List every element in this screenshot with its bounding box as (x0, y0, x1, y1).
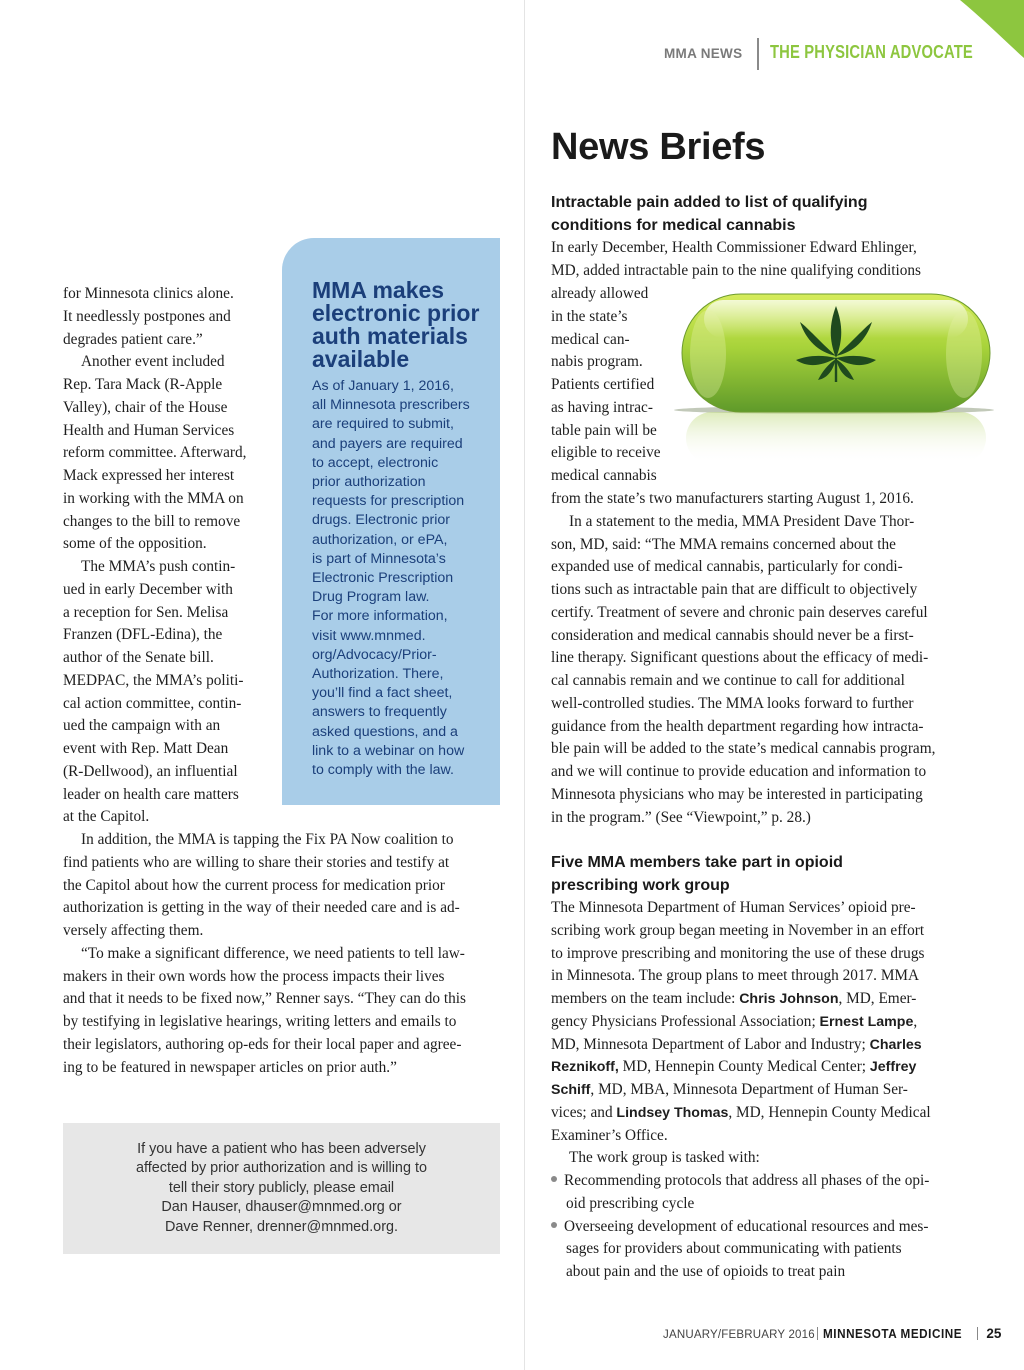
member-name: Ernest Lampe (819, 1013, 914, 1030)
article-heading (551, 191, 867, 237)
text-line: a reception for Sen. Melisa (63, 603, 229, 621)
sidebar-line: to comply with the law. (312, 762, 454, 779)
text-line: table pain will be (551, 421, 657, 439)
article-heading (551, 851, 843, 897)
text-line: son, MD, said: “The MMA remains concerned about the (551, 535, 896, 553)
publication-title: THE PHYSICIAN ADVOCATE (770, 42, 973, 62)
text-line: It needlessly postpones and (63, 307, 231, 325)
callout-text (63, 1140, 500, 1237)
heading-line: Five MMA members take part in opioid (551, 854, 843, 871)
sidebar-line: drugs. Electronic prior (312, 512, 450, 529)
sidebar-line: requests for prescription (312, 493, 465, 510)
text-line: Mack expressed her interest (63, 467, 235, 484)
sidebar-line: answers to frequently (312, 704, 447, 721)
text-line: in the state’s (551, 307, 628, 325)
sidebar-title-line: auth materials (312, 323, 468, 349)
text-fragment: , (913, 1012, 918, 1030)
bullet-continuation: oid prescribing cycle (566, 1194, 695, 1212)
text-line: author of the Senate bill. (63, 649, 214, 666)
text-line: in Minnesota. The group plans to meet through 2017. MMA (551, 967, 920, 985)
text-line: in the program.” (See “Viewpoint,” p. 28.) (551, 808, 811, 826)
heading-line: conditions for medical cannabis (551, 217, 796, 234)
text-fragment: vices; and (551, 1103, 617, 1121)
bullet-text: Overseeing development of educational resources and mes- (564, 1217, 929, 1235)
text-line: (R-Dellwood), an influential (63, 762, 238, 780)
sidebar-title-line: electronic prior (312, 300, 480, 326)
text-fragment: , MD, Hennepin County Medical (728, 1103, 931, 1121)
text-line: “To make a significant difference, we need patients to tell law- (81, 944, 465, 962)
text-line: the Capitol about how the current process for medication prior (63, 876, 445, 894)
sidebar-title (312, 279, 479, 371)
cannabis-pill-illustration (664, 290, 994, 470)
text-line: reform committee. Afterward, (63, 444, 247, 462)
text-line: and we will continue to provide education and information to (551, 763, 927, 780)
article1-lead (551, 237, 963, 283)
text-line: their legislators, authoring op-eds for their local paper and agree- (63, 1035, 462, 1053)
text-line: MD, added intractable pain to the nine qualifying conditions (551, 261, 922, 279)
sidebar-title-line: MMA makes (312, 277, 445, 303)
sidebar-link-line[interactable]: visit www.mnmed. (312, 627, 426, 644)
sidebar-line: For more information, (312, 608, 448, 625)
text-line: leader on health care matters (63, 785, 239, 803)
text-line: certify. Treatment of severe and chronic pain deserves careful (551, 603, 928, 621)
sidebar-link-line[interactable]: org/Advocacy/Prior- (312, 646, 437, 663)
text-line: consideration and medical cannabis should never be a first- (551, 626, 914, 644)
text-line: already allowed (551, 285, 649, 302)
bullet-icon (551, 1176, 557, 1182)
sidebar-line: is part of Minnesota’s (312, 550, 446, 567)
text-fragment: MD, Minnesota Department of Labor and Industry; (551, 1035, 870, 1053)
left-column-wide (63, 829, 500, 1079)
text-fragment: , MD, Emer- (838, 990, 917, 1007)
text-line: In early December, Health Commissioner Edward Ehlinger, (551, 239, 917, 256)
text-line: nabis program. (551, 353, 643, 371)
text-line: Patients certified (551, 376, 655, 393)
left-column-narrow (63, 283, 273, 829)
text-fragment: gency Physicians Professional Association; (551, 1012, 820, 1030)
text-line: cal action committee, contin- (63, 694, 242, 712)
page-title: News Briefs (551, 126, 766, 168)
text-fragment: , MD, MBA, Minnesota Department of Human Ser- (590, 1081, 908, 1098)
text-line: event with Rep. Matt Dean (63, 740, 229, 757)
footer-divider (817, 1327, 818, 1340)
pill-end-left (690, 310, 726, 398)
text-line: tions such as intractable pain that are difficult to objectively (551, 581, 918, 598)
text-line: guidance from the health department regarding how intracta- (551, 717, 924, 735)
text-line: makers in their own words how the process impacts their lives (63, 967, 445, 985)
sidebar-line: As of January 1, 2016, (312, 378, 454, 394)
page-divider (524, 0, 525, 1370)
issue-date: JANUARY/FEBRUARY 2016 (663, 1329, 815, 1341)
text-line: In addition, the MMA is tapping the Fix PA Now coalition to (81, 831, 454, 848)
sidebar-line: Authorization. There, (312, 666, 444, 683)
text-line: Health and Human Services (63, 421, 235, 439)
text-line (551, 1079, 963, 1102)
member-name: Lindsey Thomas (616, 1104, 729, 1121)
text-line: from the state’s two manufacturers starting August 1, 2016. (551, 490, 914, 507)
text-line: medical cannabis (551, 467, 657, 484)
text-line: The Minnesota Department of Human Services’ opioid pre- (551, 899, 916, 916)
sidebar-line: link to a webinar on how (312, 742, 465, 759)
text-line: well-controlled studies. The MMA looks forward to further (551, 694, 914, 712)
text-line: changes to the bill to remove (63, 512, 241, 530)
sidebar-line: to accept, electronic (312, 454, 439, 471)
pill-end-right (946, 310, 982, 398)
page-number: 25 (986, 1326, 1002, 1341)
magazine-name: MINNESOTA MEDICINE (822, 1326, 962, 1341)
text-line: as having intrac- (551, 398, 653, 416)
text-line: In a statement to the media, MMA President Dave Thor- (569, 512, 915, 530)
text-line: ble pain will be added to the state’s medical cannabis program, (551, 740, 936, 758)
callout-email-line[interactable]: Dave Renner, drenner@mnmed.org. (165, 1218, 398, 1235)
sidebar-line: authorization, or ePA, (312, 531, 448, 548)
text-line: ing to be featured in newspaper articles on prior auth.” (63, 1058, 397, 1076)
text-line: and that it needs to be fixed now,” Renner says. “They can do this (63, 990, 466, 1008)
text-line: Another event included (81, 353, 225, 371)
member-name: Jeffrey (869, 1059, 917, 1076)
text-line: to improve prescribing and monitoring the use of these drugs (551, 944, 925, 962)
text-line (551, 1034, 963, 1057)
text-line: cal cannabis remain and we continue to call for additional (551, 672, 905, 689)
pill-reflection (686, 412, 986, 464)
text-line (551, 1056, 963, 1079)
article1-wrap-text (551, 283, 671, 488)
text-line: degrades patient care.” (63, 330, 203, 348)
text-line: expanded use of medical cannabis, particularly for condi- (551, 558, 903, 576)
callout-line: affected by prior authorization and is willing to (136, 1160, 427, 1177)
member-name: Chris Johnson (739, 991, 839, 1007)
text-line: authorization is getting in the way of their needed care and is ad- (63, 899, 460, 917)
bullet-continuation: about pain and the use of opioids to treat pain (566, 1263, 846, 1280)
text-line: by testifying in legislative hearings, writing letters and emails to (63, 1013, 457, 1030)
text-line (551, 1102, 963, 1125)
text-line: at the Capitol. (63, 808, 150, 826)
bullet-item (551, 1216, 963, 1239)
bullet-continuation: sages for providers about communicating with patients (566, 1240, 902, 1258)
callout-email-line[interactable]: Dan Hauser, dhauser@mnmed.org or (161, 1199, 402, 1216)
bullet-item (551, 1170, 963, 1193)
sidebar-line: Electronic Prescription (312, 570, 454, 587)
bullet-text: Recommending protocols that address all phases of the opi- (564, 1172, 930, 1189)
sidebar-line: all Minnesota prescribers (312, 397, 470, 414)
text-line: Rep. Tara Mack (R-Apple (63, 376, 223, 393)
article2-body (551, 897, 963, 1284)
text-line: line therapy. Significant questions about the efficacy of medi- (551, 649, 929, 667)
sidebar-line: prior authorization (312, 474, 426, 491)
sidebar-line: Drug Program law. (312, 589, 430, 606)
callout-line: tell their story publicly, please email (168, 1179, 395, 1196)
heading-line: prescribing work group (551, 877, 730, 894)
sidebar-title-line: available (312, 346, 410, 372)
text-line: Valley), chair of the House (63, 398, 228, 416)
text-line (551, 1011, 963, 1034)
text-line (551, 988, 963, 1011)
member-name: Charles (869, 1036, 922, 1053)
callout-line: If you have a patient who has been adversely (137, 1141, 426, 1157)
page-footer (663, 1325, 1001, 1341)
sidebar-line: you’ll find a fact sheet, (312, 685, 453, 702)
heading-line: Intractable pain added to list of qualifying (551, 194, 868, 211)
text-line: find patients who are willing to share their stories and testify at (63, 853, 450, 871)
text-line: Franzen (DFL-Edina), the (63, 626, 223, 644)
sidebar-body (312, 377, 470, 780)
text-fragment: MD, Hennepin County Medical Center; (618, 1058, 870, 1076)
member-name: Reznikoff, (551, 1059, 619, 1076)
text-line: some of the opposition. (63, 535, 207, 553)
sidebar-line: asked questions, and a (312, 723, 458, 740)
text-line: Examiner’s Office. (551, 1126, 668, 1144)
text-line: Minnesota physicians who may be interested in participating (551, 785, 923, 803)
header-divider (757, 38, 759, 70)
text-line: The MMA’s push contin- (81, 558, 236, 575)
text-line: MEDPAC, the MMA’s politi- (63, 671, 244, 689)
section-label: MMA NEWS (664, 46, 743, 61)
text-line: in working with the MMA on (63, 489, 244, 507)
text-line: versely affecting them. (63, 922, 204, 939)
sidebar-line: and payers are required (312, 435, 463, 452)
text-line: ued the campaign with an (63, 717, 221, 735)
text-line: for Minnesota clinics alone. (63, 285, 234, 302)
sidebar-line: are required to submit, (312, 416, 454, 433)
member-name: Schiff (551, 1082, 591, 1098)
text-fragment: members on the team include: (551, 990, 740, 1007)
text-line: scribing work group began meeting in November in an effort (551, 921, 925, 939)
bullet-icon (551, 1222, 557, 1228)
text-line: ued in early December with (63, 580, 233, 598)
footer-divider (977, 1327, 978, 1340)
text-line: medical can- (551, 330, 630, 348)
text-line: The work group is tasked with: (569, 1149, 760, 1167)
article1-body (551, 488, 963, 829)
text-line: eligible to receive (551, 444, 661, 462)
